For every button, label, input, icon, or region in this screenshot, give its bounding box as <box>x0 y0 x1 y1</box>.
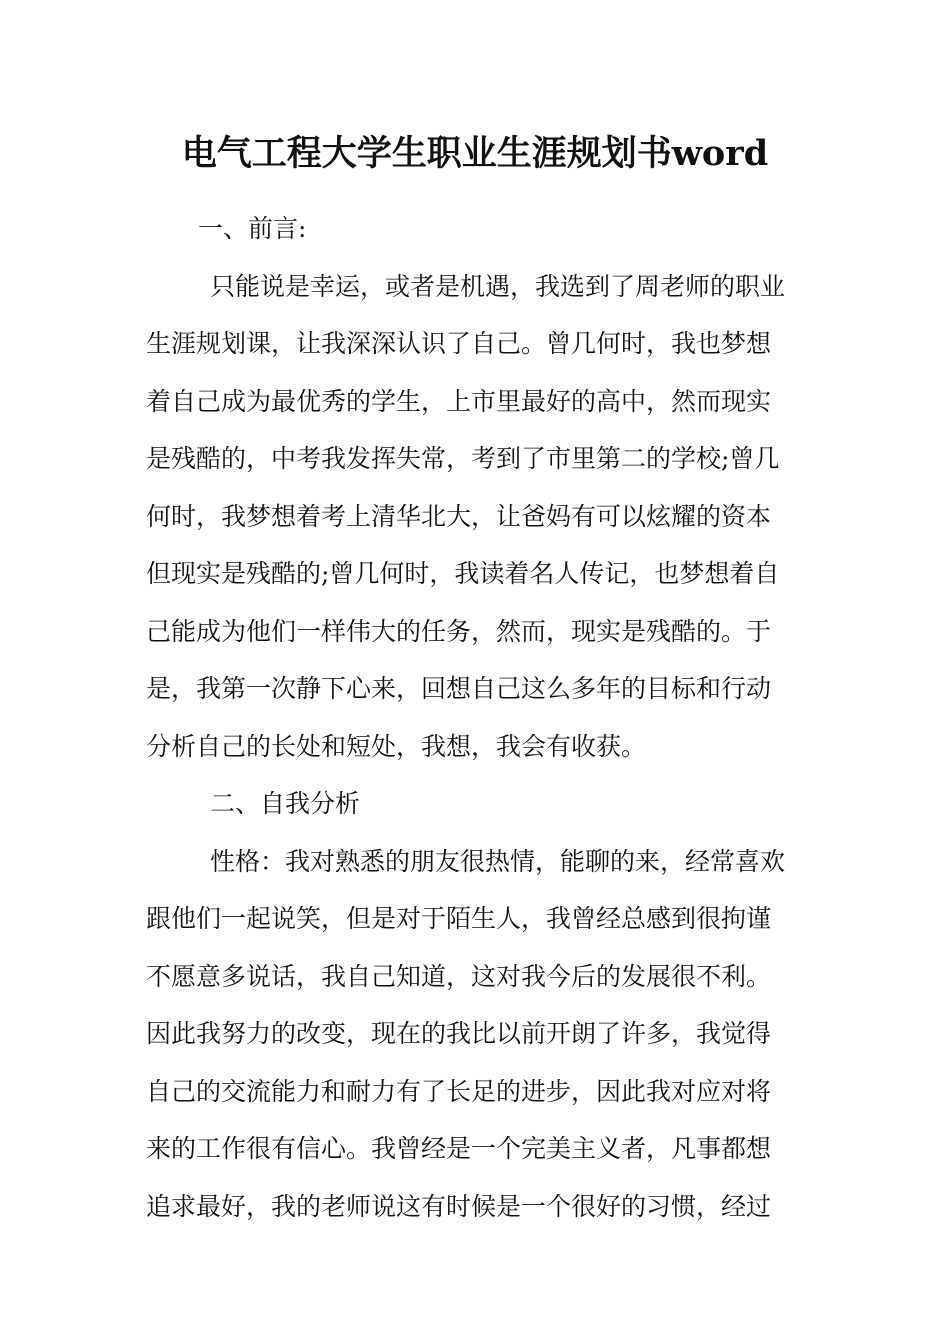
paragraph-line: 生涯规划课，让我深深认识了自己。曾几何时，我也梦想 <box>146 329 772 358</box>
section-heading-preface: 一、前言: <box>198 214 307 243</box>
paragraph-line: 分析自己的长处和短处，我想，我会有收获。 <box>146 731 647 761</box>
paragraph-line: 不愿意多说话，我自己知道，这对我今后的发展很不利。 <box>146 961 772 991</box>
paragraph-line: 是残酷的，中考我发挥失常，考到了市里第二的学校;曾几 <box>146 444 780 473</box>
paragraph-line: 因此我努力的改变，现在的我比以前开朗了许多，我觉得 <box>146 1019 772 1048</box>
paragraph-line: 性格：我对熟悉的朋友很热情，能聊的来，经常喜欢 <box>210 846 786 876</box>
paragraph-line: 但现实是残酷的;曾几何时，我读着名人传记，也梦想着自 <box>146 559 780 588</box>
paragraph-line: 着自己成为最优秀的学生，上市里最好的高中，然而现实 <box>146 386 772 416</box>
section-heading-self-analysis: 二、自我分析 <box>210 789 361 818</box>
paragraph-line: 来的工作很有信心。我曾经是一个完美主义者，凡事都想 <box>146 1134 772 1163</box>
document-body <box>146 200 808 1235</box>
paragraph-line: 己能成为他们一样伟大的任务，然而，现实是残酷的。于 <box>146 616 772 646</box>
paragraph-line: 何时，我梦想着考上清华北大，让爸妈有可以炫耀的资本 <box>146 501 772 531</box>
paragraph-line: 自己的交流能力和耐力有了长足的进步，因此我对应对将 <box>146 1076 772 1106</box>
paragraph-line: 是，我第一次静下心来，回想自己这么多年的目标和行动 <box>146 674 772 703</box>
document-title: 电气工程大学生职业生涯规划书word <box>181 133 769 174</box>
paragraph-line: 追求最好，我的老师说这有时候是一个很好的习惯，经过 <box>146 1191 772 1221</box>
paragraph-line: 只能说是幸运，或者是机遇，我选到了周老师的职业 <box>210 271 786 301</box>
paragraph-line: 跟他们一起说笑，但是对于陌生人，我曾经总感到很拘谨 <box>146 904 772 933</box>
